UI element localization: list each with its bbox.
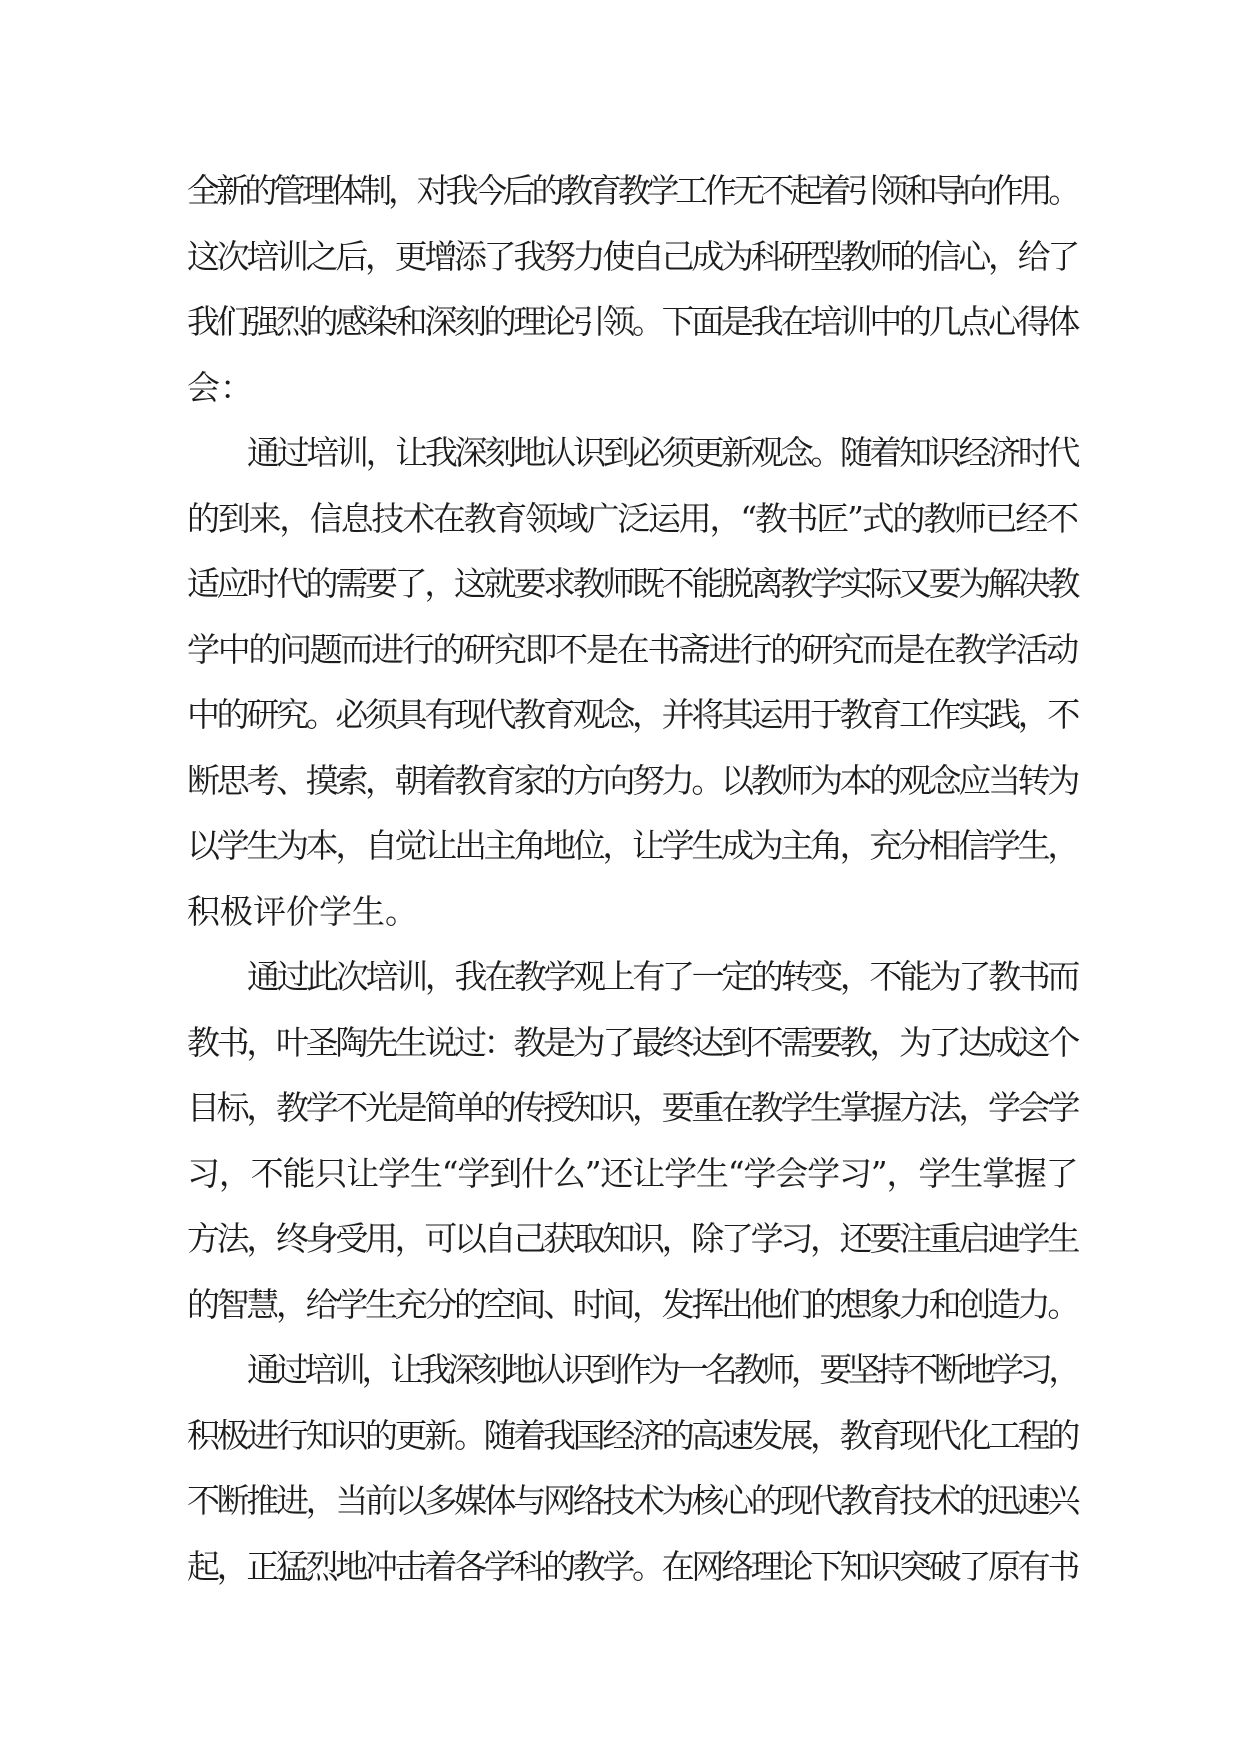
- text-line: 中的研究。必须具有现代教育观念，并将其运用于教育工作实践，不: [187, 695, 1078, 734]
- text-line: 通过此次培训，我在教学观上有了一定的转变，不能为了教书而: [247, 957, 1078, 996]
- text-line: 积极评价学生。: [187, 891, 418, 931]
- text-line: 的智慧，给学生充分的空间、时间，发挥出他们的想象力和创造力。: [187, 1284, 1078, 1324]
- text-line: 这次培训之后，更增添了我努力使自己成为科研型教师的信心，给了: [187, 236, 1078, 276]
- text-line: 会：: [187, 367, 253, 407]
- text-line: 通过培训，让我深刻地认识到作为一名教师，要坚持不断地学习，: [247, 1350, 1078, 1389]
- text-line: 方法，终身受用，可以自己获取知识，除了学习，还要注重启迪学生: [187, 1219, 1078, 1258]
- text-line: 的到来，信息技术在教育领域广泛运用，“教书匠”式的教师已经不: [187, 498, 1077, 538]
- text-line: 习，不能只让学生“学到什么”还让学生“学会学习”，学生掌握了: [187, 1153, 1078, 1193]
- text-line: 不断推进，当前以多媒体与网络技术为核心的现代教育技术的迅速兴: [187, 1481, 1078, 1520]
- text-line: 我们强烈的感染和深刻的理论引领。下面是我在培训中的几点心得体: [187, 302, 1078, 341]
- text-line: 以学生为本，自觉让出主角地位，让学生成为主角，充分相信学生，: [187, 826, 1078, 865]
- body-text: [187, 158, 1077, 1599]
- text-line: 积极进行知识的更新。随着我国经济的高速发展，教育现代化工程的: [187, 1415, 1078, 1455]
- text-line: 断思考、摸索，朝着教育家的方向努力。以教师为本的观念应当转为: [187, 760, 1078, 800]
- text-line: 目标，教学不光是简单的传授知识，要重在教学生掌握方法，学会学: [187, 1088, 1078, 1127]
- text-line: 教书，叶圣陶先生说过：教是为了最终达到不需要教，为了达成这个: [187, 1022, 1078, 1062]
- text-line: 适应时代的需要了，这就要求教师既不能脱离教学实际又要为解决教: [187, 564, 1078, 603]
- text-line: 全新的管理体制，对我今后的教育教学工作无不起着引领和导向作用。: [187, 171, 1078, 210]
- text-line: 通过培训，让我深刻地认识到必须更新观念。随着知识经济时代: [247, 433, 1078, 472]
- text-line: 起，正猛烈地冲击着各学科的教学。在网络理论下知识突破了原有书: [187, 1546, 1078, 1586]
- text-line: 学中的问题而进行的研究即不是在书斋进行的研究而是在教学活动: [187, 629, 1078, 669]
